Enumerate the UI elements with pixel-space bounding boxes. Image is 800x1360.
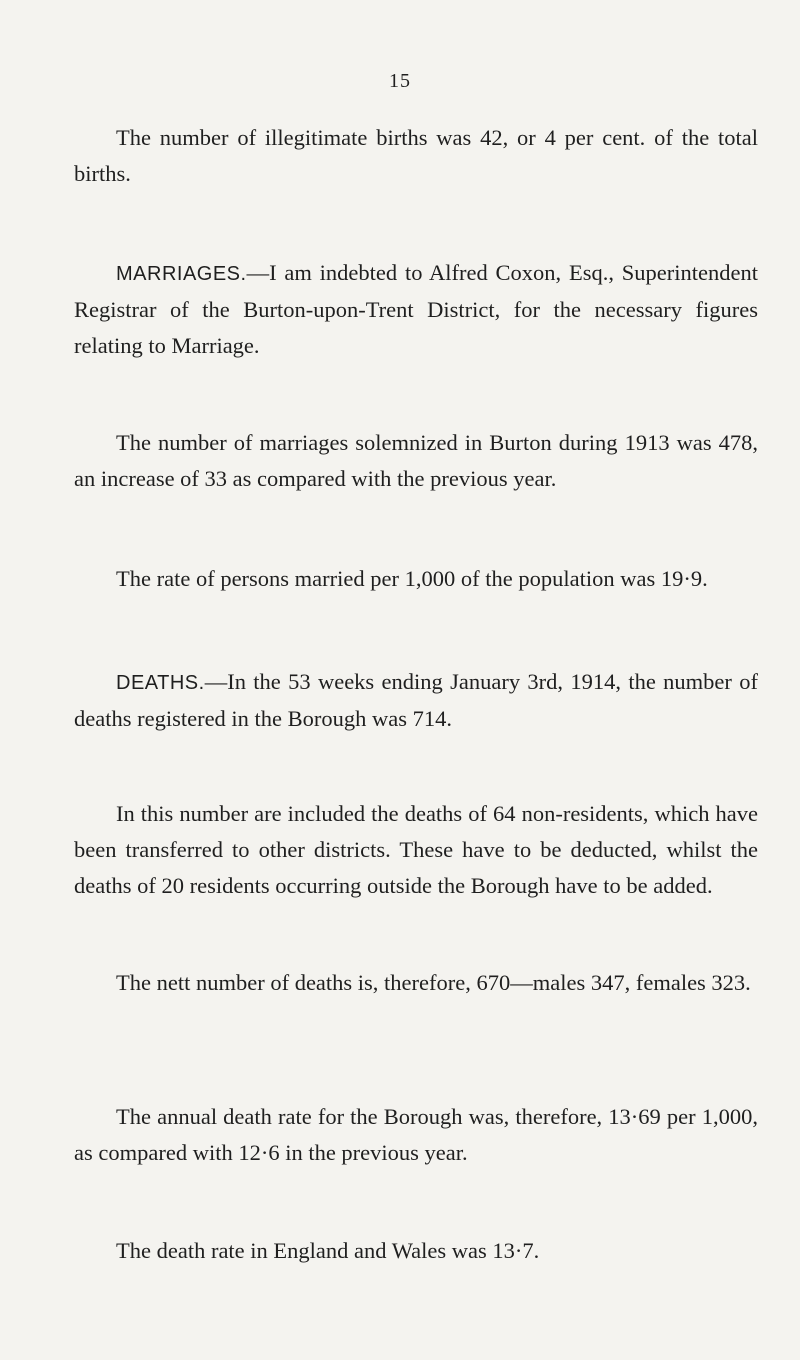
- non-residents-paragraph: In this number are included the deaths of 64 non-residents, which have been transferred to other districts. These have to be deducted, whilst the deaths of 20 residents occurring outside the Borough have to be added.: [74, 801, 758, 898]
- marriages-number-paragraph: The number of marriages solemnized in Burton during 1913 was 478, an increase of 33 as compared with the previous year.: [74, 430, 758, 491]
- marriage-rate-paragraph: The rate of persons married per 1,000 of the population was 19·9.: [116, 566, 708, 591]
- page-number: 15: [389, 70, 411, 92]
- death-rate-paragraph: The annual death rate for the Borough was, therefore, 13·69 per 1,000, as compared with 12·6 in the previous year.: [74, 1104, 758, 1165]
- england-wales-paragraph: The death rate in England and Wales was 13·7.: [116, 1238, 540, 1263]
- marriages-paragraph: [74, 255, 758, 364]
- marriages-heading: MARRIAGES.: [116, 263, 247, 285]
- deaths-heading: DEATHS.: [116, 672, 205, 694]
- deaths-body: —In the 53 weeks ending January 3rd, 1914, the number of deaths registered in the Borough was 714.: [74, 669, 758, 731]
- illegitimate-births-paragraph: The number of illegitimate births was 42, or 4 per cent. of the total births.: [74, 125, 758, 186]
- marriages-body: —I am indebted to Alfred Coxon, Esq., Superintendent Registrar of the Burton-upon-Trent District, for the necessary figures relating to Marriage.: [74, 260, 758, 358]
- deaths-paragraph: [74, 664, 758, 737]
- nett-deaths-paragraph: The nett number of deaths is, therefore, 670—males 347, females 323.: [116, 970, 751, 995]
